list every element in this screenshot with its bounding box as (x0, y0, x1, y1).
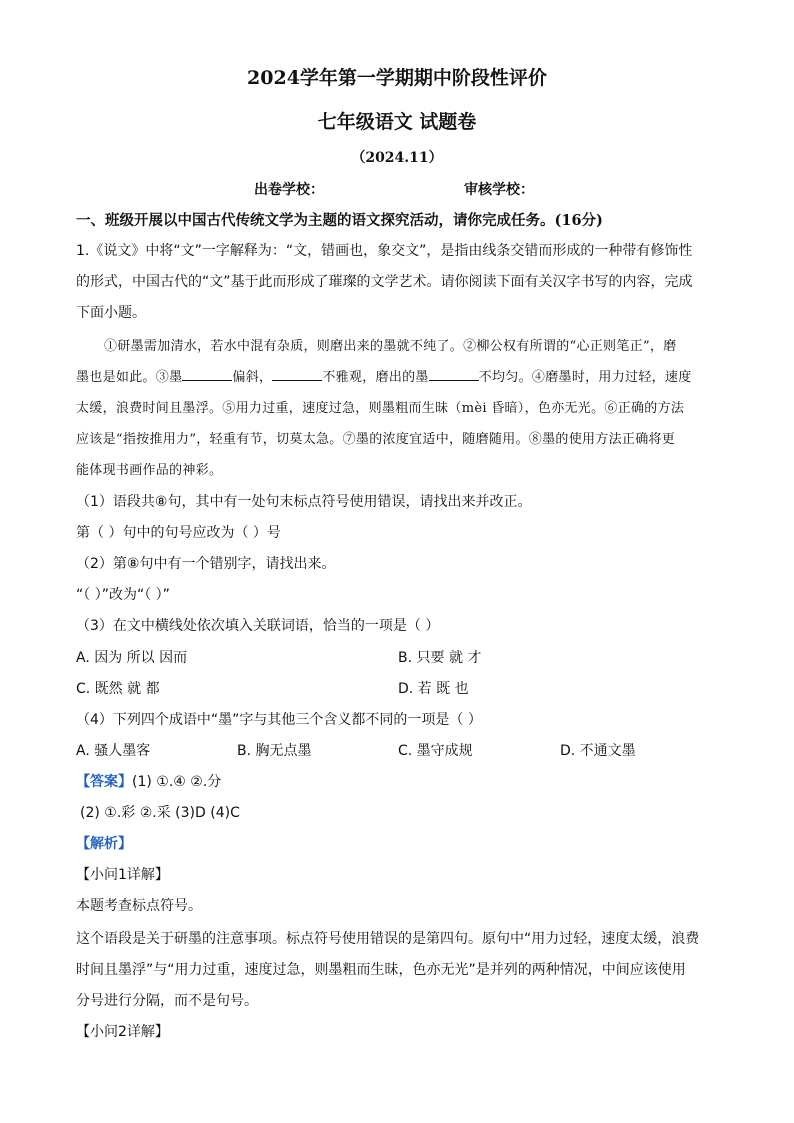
exam-subtitle: 七年级语文 试题卷 (317, 111, 477, 133)
exam-date: （2024.11） (351, 150, 443, 166)
fill-blank[interactable] (182, 368, 232, 381)
q4-prompt: （4）下列四个成语中“墨”字与其他三个含义都不同的一项是（ ） (76, 712, 482, 728)
answer-label: 【答案】 (76, 774, 132, 790)
sub1-para-2: 时间且墨浮”与“用力过重，速度过急，则墨粗而生昧，色亦无光”是并列的两种情况，中间应该使用 (76, 962, 686, 978)
answer-line-1 (76, 771, 221, 791)
sub2-title: 【小问2详解】 (76, 1024, 169, 1040)
fill-blank[interactable] (272, 368, 322, 381)
sub1-line-1: 本题考查标点符号。 (76, 898, 202, 914)
q1-answer-line: 第（ ）句中的句号应改为（ ）号 (76, 525, 281, 541)
intro-line-1: 1.《说文》中将“文”一字解释为：“文，错画也，象交文”，是指由线条交错而形成的一种带有修饰性 (76, 243, 693, 259)
q3-option-d: D. 若 既 也 (398, 681, 469, 697)
answer-line-2: (2) ①.彩 ②.采 (3)D (4)C (80, 805, 240, 821)
q4-option-c: C. 墨守成规 (398, 743, 473, 759)
sub1-title: 【小问1详解】 (76, 867, 169, 883)
passage-text: 墨也是如此。③墨 (76, 370, 183, 385)
passage-line-4: 应该是“指按推用力”，轻重有节，切莫太急。⑦墨的浓度宜适中，随磨随用。⑧墨的使用方法正确将更 (76, 432, 676, 447)
passage-line-5: 能体现书画作品的神彩。 (76, 463, 223, 478)
passage-line-1: ①研墨需加清水，若水中混有杂质，则磨出来的墨就不纯了。②柳公权有所谓的“心正则笔正”，磨 (104, 339, 677, 354)
q3-prompt: （3）在文中横线处依次填入关联词语，恰当的一项是（ ） (76, 618, 440, 634)
analysis-label: 【解析】 (76, 836, 132, 852)
passage-text: 不均匀。④磨墨时，用力过轻，速度 (478, 370, 692, 385)
q4-option-d: D. 不通文墨 (560, 743, 636, 759)
passage-text: 偏斜， (232, 370, 273, 385)
exam-title: 2024学年第一学期期中阶段性评价 (247, 67, 547, 89)
q2-answer-line: “（ ）”改为“（ ）” (76, 587, 170, 603)
sub1-para-3: 分号进行分隔，而不是句号。 (76, 993, 258, 1009)
passage-line-2 (76, 366, 692, 385)
intro-line-2: 的形式，中国古代的“文”基于此而形成了璀璨的文学艺术。请你阅读下面有关汉字书写的内容，完成 (76, 274, 693, 290)
q3-option-a: A. 因为 所以 因而 (76, 650, 188, 666)
q2-prompt: （2）第⑧句中有一个错别字，请找出来。 (76, 556, 336, 572)
q4-option-a: A. 骚人墨客 (76, 743, 151, 759)
q1-prompt: （1）语段共⑧句，其中有一处句末标点符号使用错误，请找出来并改正。 (76, 494, 532, 510)
answer-text: (1) ①.④ ②.分 (132, 774, 222, 790)
passage-line-3: 太缓，浪费时间且墨浮。⑤用力过重，速度过急，则墨粗而生昧（mèi 昏暗），色亦无光。⑥正确的方法 (76, 401, 685, 416)
q3-option-c: C. 既然 就 都 (76, 681, 160, 697)
school-out-label: 出卷学校： (254, 182, 324, 198)
q3-option-b: B. 只要 就 才 (398, 650, 482, 666)
school-check-label: 审核学校： (464, 182, 534, 198)
section-heading: 一、班级开展以中国古代传统文学为主题的语文探究活动，请你完成任务。(16分) (76, 212, 603, 229)
sub1-para-1: 这个语段是关于研墨的注意事项。标点符号使用错误的是第四句。原句中“用力过轻，速度太缓，浪费 (76, 931, 700, 947)
q4-option-b: B. 胸无点墨 (237, 743, 312, 759)
fill-blank[interactable] (429, 368, 479, 381)
intro-line-3: 下面小题。 (76, 305, 146, 321)
passage-text: 不雅观，磨出的墨 (322, 370, 429, 385)
